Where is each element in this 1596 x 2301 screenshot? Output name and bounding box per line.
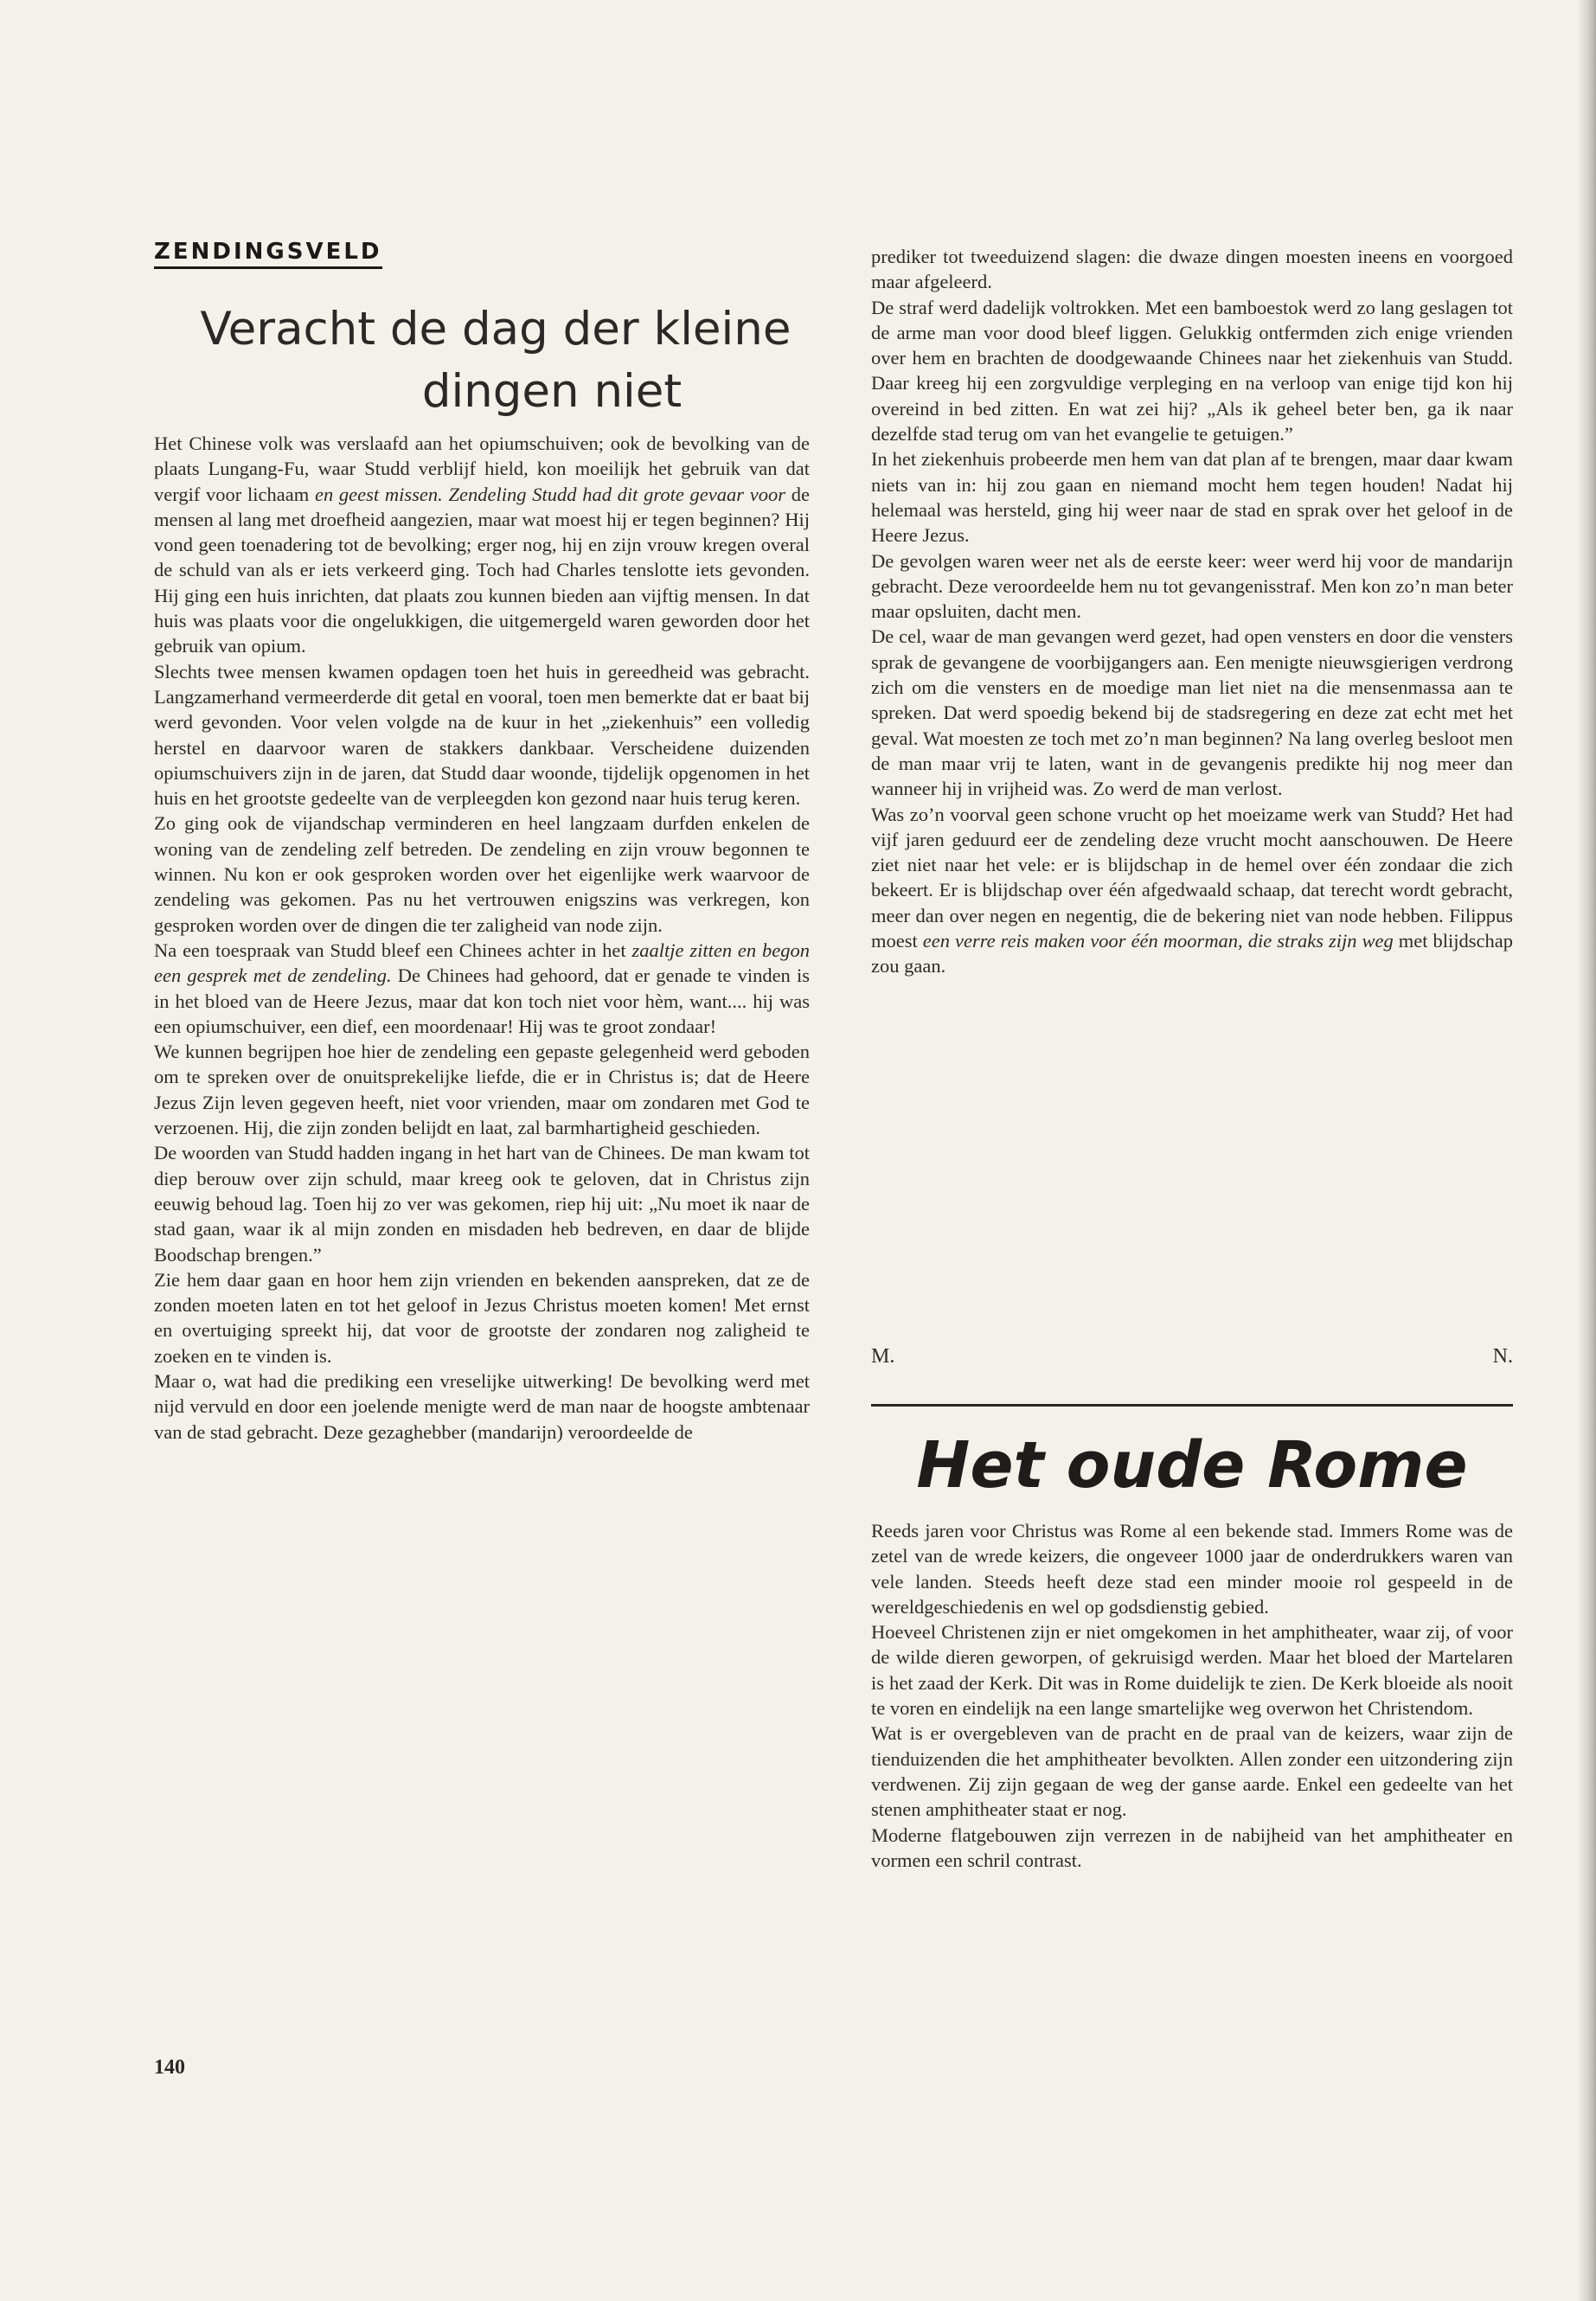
paragraph: Moderne flatgebouwen zijn verrezen in de nabijheid van het amphitheater en vormen een schril contrast. <box>871 1823 1513 1871</box>
paragraph: Het Chinese volk was verslaafd aan het opiumschuiven; ook de bevolking van de plaats Lungang-Fu, waar Studd verblijf hield, kon moeilijk het gebruik van dat vergif voor lichaam en geest missen. Zendeling Studd had dit grote gevaar voor de mensen al lang met droefheid aangezien, maar wat moest hij er tegen beginnen? Hij vond geen toenadering tot de bevolking; erger nog, hij en zijn vrouw kregen overal de schuld van als er iets verkeerd ging. Toch had Charles tenslotte iets gevonden. Hij ging een huis inrichten, dat plaats zou kunnen bieden aan vijftig mensen. In dat huis was plaats voor die ongelukkigen, die uitgemergeld waren geworden door het gebruik van opium. <box>154 433 810 657</box>
article-title-line-1: Veracht de dag der kleine <box>200 303 792 356</box>
paragraph: We kunnen begrijpen hoe hier de zendeling een gepaste gelegenheid werd geboden om te spreken over de onuitsprekelijke liefde, die er in Christus is; dat de Heere Jezus Zijn leven gegeven heeft, niet voor vrienden, maar om zondaren met God te verzoenen. Hij, die zijn zonden belijdt en laat, zal barmhartigheid geschieden. <box>154 1041 810 1139</box>
page-number: 140 <box>154 2056 185 2079</box>
paragraph: prediker tot tweeduizend slagen: die dwaze dingen moesten ineens en voorgoed maar afgeleerd. <box>871 246 1513 293</box>
signature-initial-left: M. <box>871 1345 895 1368</box>
signature-initial-right: N. <box>1492 1345 1513 1368</box>
paragraph: Zo ging ook de vijandschap verminderen en heel langzaam durfden enkelen de woning van de zendeling zelf betreden. De zendeling en zijn vrouw begonnen te winnen. Nu kon er ook gesproken worden over het eigenlijke werk waarvoor de zendeling was gekomen. Pas nu het vertrouwen enigszins was verkregen, kon gesproken worden over de dingen die ter zaligheid van node zijn. <box>154 812 810 936</box>
second-article-title: Het oude Rome <box>916 1428 1468 1503</box>
paragraph: Na een toespraak van Studd bleef een Chinees achter in het zaaltje zitten en begon een gesprek met de zendeling. De Chinees had gehoord, dat er genade te vinden is in het bloed van de Heere Jezus, maar dat kon toch niet voor hèm, want.... hij was een opiumschuiver, een dief, een moordenaar! Hij was te groot zondaar! <box>154 939 810 1037</box>
article-right-column <box>871 244 1513 979</box>
author-signature <box>871 1345 1513 1368</box>
article-title <box>154 298 811 423</box>
paragraph: Wat is er overgebleven van de pracht en de praal van de keizers, waar zijn de tienduizenden die het amphitheater bevolkten. Allen zonder een uitzondering zijn verdwenen. Zij zijn gegaan de weg der ganse aarde. Enkel een gedeelte van het stenen amphitheater staat er nog. <box>871 1722 1513 1821</box>
article-divider <box>871 1404 1513 1407</box>
article-title-line-2: dingen niet <box>421 365 683 418</box>
paragraph: Reeds jaren voor Christus was Rome al een bekende stad. Immers Rome was de zetel van de wrede keizers, die ongeveer 1000 jaar de onderdrukkers waren van vele landen. Steeds heeft deze stad een minder mooie rol gespeeld in de wereldgeschiedenis en wel op godsdienstig gebied. <box>871 1520 1513 1618</box>
article-left-column <box>154 431 810 1445</box>
second-article-body <box>871 1518 1513 1873</box>
section-label: ZENDINGSVELD <box>154 239 382 269</box>
paragraph: Zie hem daar gaan en hoor hem zijn vrienden en bekenden aanspreken, dat ze de zonden moeten laten en tot het geloof in Jezus Christus moeten komen! Met ernst en overtuiging spreekt hij, dat voor de grootste der zondaren nog zaligheid te zoeken en te vinden is. <box>154 1268 810 1367</box>
page-edge-shadow <box>1577 0 1596 2301</box>
paragraph: Slechts twee mensen kwamen opdagen toen het huis in gereedheid was gebracht. Langzamerhand vermeerderde dit getal en vooral, toen men bemerkte dat er baat bij werd gevonden. Voor velen volgde na de kuur in het „ziekenhuis” een volledig herstel en daarvoor waren de stakkers dankbaar. Verscheidene duizenden opiumschuivers zijn in de jaren, dat Studd daar woonde, tijdelijk opgenomen in het huis en het grootste gedeelte van de verpleegden kon gezond naar huis terug keren. <box>154 660 810 810</box>
paragraph: Maar o, wat had die prediking een vreselijke uitwerking! De bevolking werd met nijd vervuld en door een joelende menigte werd de man naar de hoogste ambtenaar van de stad gebracht. Deze gezaghebber (mandarijn) veroordeelde de <box>154 1369 810 1443</box>
paragraph: De woorden van Studd hadden ingang in het hart van de Chinees. De man kwam tot diep berouw over zijn schuld, maar kreeg ook te geloven, dat in Christus zijn eeuwig behoud lag. Toen hij zo ver was gekomen, riep hij uit: „Nu moet ik naar de stad gaan, waar ik al mijn zonden en misdaden heb bedreven, en daar de blijde Boodschap brengen.” <box>154 1142 810 1266</box>
paragraph: Hoeveel Christenen zijn er niet omgekomen in het amphitheater, waar zij, of voor de wilde dieren geworpen, of gekruisigd werden. Maar het bloed der Martelaren is het zaad der Kerk. Dit was in Rome duidelijk te zien. De Kerk bloeide als nooit te voren en eindelijk na een lange smartelijke weg overwon het Christendom. <box>871 1621 1513 1720</box>
paragraph: De straf werd dadelijk voltrokken. Met een bamboestok werd zo lang geslagen tot de arme man voor dood bleef liggen. Gelukkig ontfermden zich enige vrienden over hem en brachten de doodgewaande Chinees naar het ziekenhuis van Studd. Daar kreeg hij een zorgvuldige verpleging en na verloop van enige tijd kon hij overeind in bed zitten. En wat zei hij? „Als ik geheel beter ben, ga ik naar dezelfde stad terug om van het evangelie te getuigen.” <box>871 296 1513 445</box>
paragraph: In het ziekenhuis probeerde men hem van dat plan af te brengen, maar daar kwam niets van in: hij zou gaan en niemand mocht hem tegen houden! Nadat hij helemaal was hersteld, ging hij weer naar de stad en sprak over het geloof in de Heere Jezus. <box>871 448 1513 547</box>
paragraph: De cel, waar de man gevangen werd gezet, had open vensters en door die vensters sprak de gevangene de voorbijgangers aan. Een menigte nieuwsgierigen verdrong zich om die vensters en de moedige man liet niet na die mensenmassa aan te spreken. Dat werd spoedig bekend bij de stadsregering en deze zat echt met het geval. Wat moesten ze toch met zo’n man beginnen? Na lang overleg besloot men de man maar vrij te laten, want in de gevangenis predikte hij nog meer dan wanneer hij in vrijheid was. Zo werd de man verlost. <box>871 625 1513 800</box>
paragraph: Was zo’n voorval geen schone vrucht op het moeizame werk van Studd? Het had vijf jaren geduurd eer de zendeling deze vrucht mocht aanschouwen. De Heere ziet niet naar het vele: er is blijdschap in de hemel over één zondaar die zich bekeert. Er is blijdschap over één afgedwaald schaap, dat terecht wordt gebracht, meer dan over negen en negentig, die de bekering niet van node hebben. Filippus moest een verre reis maken voor één moorman, die straks zijn weg met blijdschap zou gaan. <box>871 803 1513 977</box>
paragraph: De gevolgen waren weer net als de eerste keer: weer werd hij voor de mandarijn gebracht. Deze veroordeelde hem nu tot gevangenisstraf. Men kon zo’n man beter maar opsluiten, dacht men. <box>871 549 1513 623</box>
